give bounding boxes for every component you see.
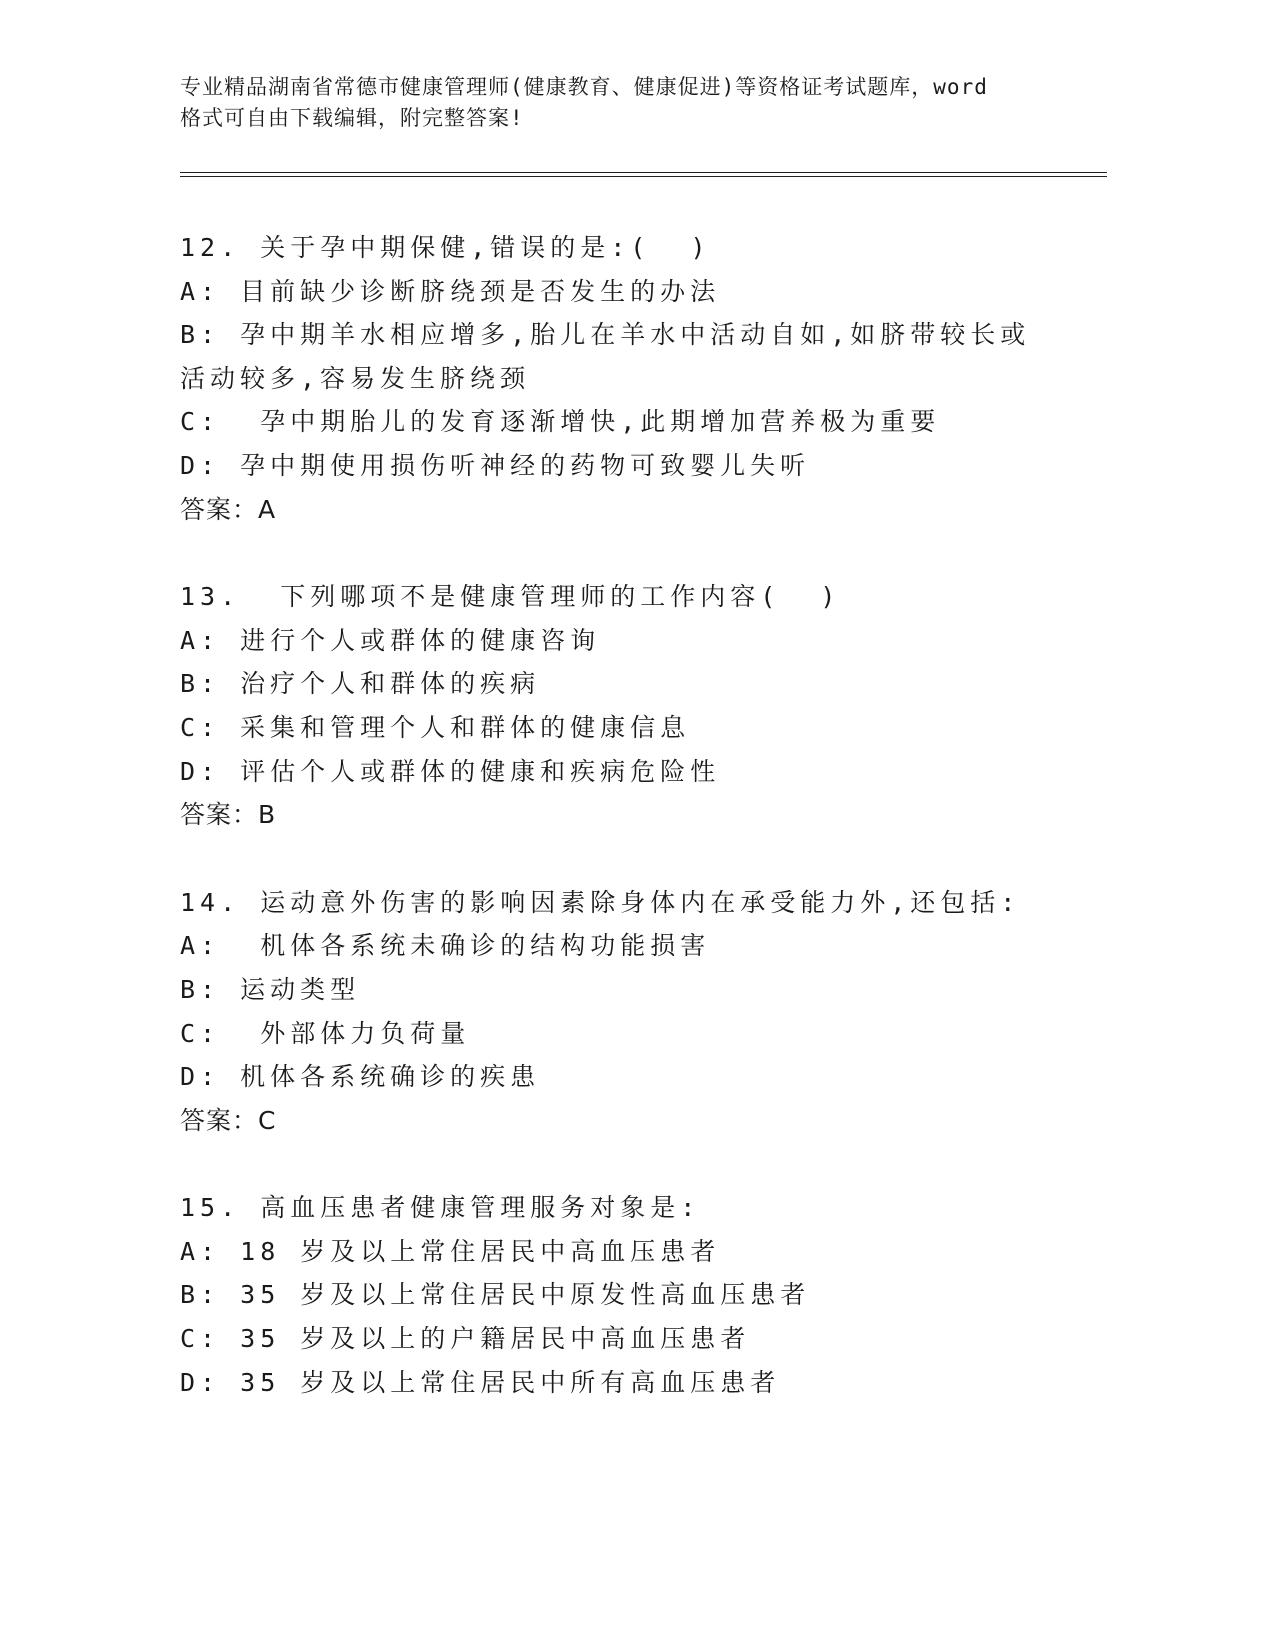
option-d: D: 孕中期使用损伤听神经的药物可致婴儿失听 [180,450,811,480]
document-header [180,72,1080,134]
question-stem: 15. 高血压患者健康管理服务对象是: [180,1193,701,1223]
header-line-2: 格式可自由下载编辑，附完整答案! [180,106,524,130]
header-divider [180,172,1107,177]
question-15 [180,1186,1060,1404]
question-stem: 13. 下列哪项不是健康管理师的工作内容( ) [180,582,841,612]
option-c: C: 外部体力负荷量 [180,1018,471,1048]
option-a: A: 进行个人或群体的健康咨询 [180,625,601,655]
option-d: D: 评估个人或群体的健康和疾病危险性 [180,756,721,786]
option-b: B: 35 岁及以上常住居民中原发性高血压患者 [180,1280,811,1310]
option-d: D: 机体各系统确诊的疾患 [180,1062,541,1092]
answer: 答案：B [180,800,277,830]
option-c: C: 采集和管理个人和群体的健康信息 [180,712,691,742]
question-stem: 12. 关于孕中期保健,错误的是:( ) [180,233,711,262]
question-list [180,226,1060,1448]
option-b: B: 治疗个人和群体的疾病 [180,669,541,699]
option-a: A: 机体各系统未确诊的结构功能损害 [180,931,711,961]
answer: 答案：C [180,1105,277,1135]
option-c: C: 35 岁及以上的户籍居民中高血压患者 [180,1324,751,1354]
answer: 答案：A [180,494,277,524]
option-c: C: 孕中期胎儿的发育逐渐增快,此期增加营养极为重要 [180,407,941,437]
header-line-1: 专业精品湖南省常德市健康管理师(健康教育、健康促进)等资格证考试题库，word [180,75,988,99]
option-b: B: 运动类型 [180,974,361,1004]
question-stem: 14. 运动意外伤害的影响因素除身体内在承受能力外,还包括: [180,887,1021,917]
option-a: A: 目前缺少诊断脐绕颈是否发生的办法 [180,276,721,306]
question-14 [180,881,1060,1143]
option-d: D: 35 岁及以上常住居民中所有高血压患者 [180,1367,781,1397]
question-13 [180,575,1060,837]
question-12 [180,226,1060,531]
option-a: A: 18 岁及以上常住居民中高血压患者 [180,1236,721,1266]
option-b: B: 孕中期羊水相应增多,胎儿在羊水中活动自如,如脐带较长或活动较多,容易发生脐绕颈 [180,320,1031,393]
